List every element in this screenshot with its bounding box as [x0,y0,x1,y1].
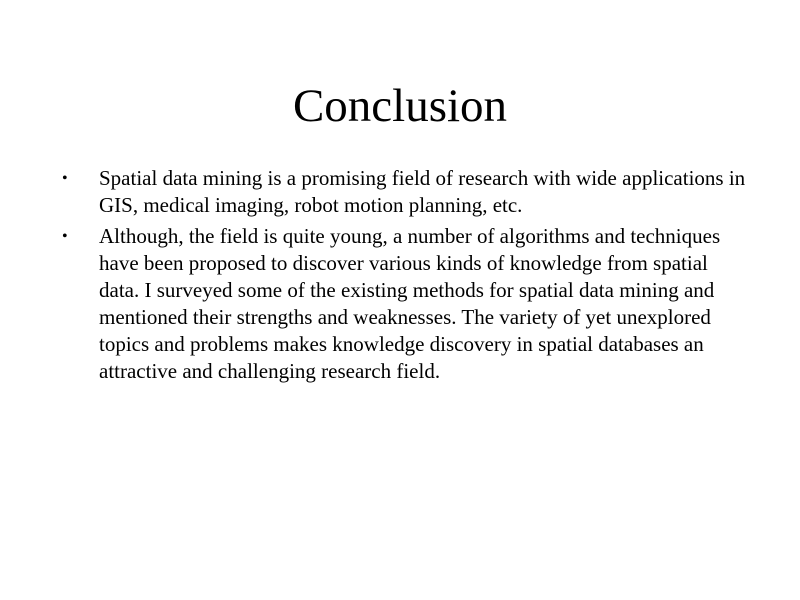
bullet-item [62,165,752,219]
bullet-text: Spatial data mining is a promising field of research with wide applications in GIS, medical imaging, robot motion planning, etc. [99,166,746,217]
slide-title: Conclusion [292,80,508,132]
bullet-icon: • [62,228,68,245]
bullet-list [62,165,752,389]
bullet-item [62,223,752,385]
bullet-text: Although, the field is quite young, a number of algorithms and techniques have been proposed to discover various kinds of knowledge from spatial data. I surveyed some of the existing methods for spatial data mining and mentioned their strengths and weaknesses. The variety of yet unexplored topics and problems makes knowledge discovery in spatial databases an attractive and challenging research field. [99,224,721,383]
bullet-icon: • [62,170,68,187]
